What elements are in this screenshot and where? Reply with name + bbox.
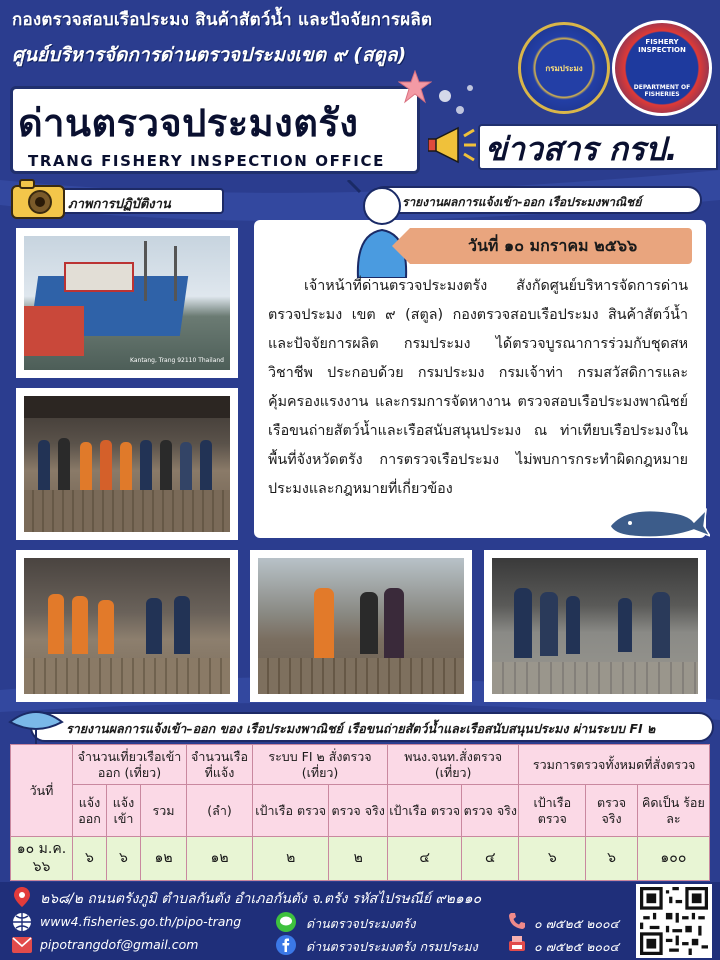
- cell-pnng-actual: ๔: [462, 837, 519, 881]
- photo-inspection-3: [492, 558, 698, 694]
- photo-inspection-2-frame: [250, 550, 472, 702]
- footer-fax[interactable]: ๐ ๗๕๒๕ ๒๐๐๔: [534, 939, 620, 954]
- photo-stamp: Kantang, Trang 92110 Thailand: [130, 356, 224, 364]
- fi-logo-text-top: FISHERY INSPECTION: [638, 38, 686, 54]
- news-title: ข่าวสาร กรป.: [485, 130, 678, 168]
- header-center: ศูนย์บริหารจัดการด่านตรวจประมงเขต ๙ (สตูล): [12, 44, 407, 66]
- header-pnng: พนง.จนท.สั่งตรวจ (เที่ยว): [387, 745, 518, 785]
- report-tab: รายงานผลการแจ้งเข้า-ออก เรือประมงพาณิชย์: [370, 186, 702, 214]
- cell-sum: ๑๒: [141, 837, 187, 881]
- article-body: เจ้าหน้าที่ด่านตรวจประมงตรัง สังกัดศูนย์บริหารจัดการด่านตรวจประมง เขต ๙ (สตูล) กองตรวจสอบเรือประมง สินค้าสัตว์น้ำ และปัจจัยการผลิต กรมประมง ได้ตรวจบูรณาการร่วมกับชุดสหวิชาชีพ ประกอบด้วย กรมประมง กรมเจ้าท่า กรมสวัสดิการและคุ้มครองแรงงาน และกรมการจัดหางาน ตรวจสอบเรือประมงพาณิชย์ เรือขนถ่ายสัตว์น้ำและเรือสนับสนุนประมง ณ ท่าเทียบเรือประมงในพื้นที่จังหวัดตรัง การตรวจเรือประมง ไม่พบการกระทำผิดกฎหมายประมงและกฎหมายที่เกี่ยวข้อง: [268, 278, 688, 497]
- header-fi2: ระบบ FI ๒ สั่งตรวจ (เที่ยว): [253, 745, 388, 785]
- facebook-icon: [276, 935, 296, 955]
- subheader-total-actual: ตรวจ จริง: [586, 785, 637, 837]
- cell-in: ๖: [107, 837, 141, 881]
- footer-website[interactable]: www4.fisheries.go.th/pipo-trang: [40, 914, 242, 929]
- table-row: [11, 837, 710, 881]
- fax-icon: [508, 935, 526, 953]
- stingray-icon: [6, 702, 66, 746]
- fi-logo-text-bottom: DEPARTMENT OF FISHERIES: [633, 84, 691, 98]
- whale-icon: [606, 496, 710, 540]
- starfish-icon: [398, 70, 432, 104]
- location-pin-icon: [14, 887, 30, 907]
- header-department: กองตรวจสอบเรือประมง สินค้าสัตว์น้ำ และปัจจัยการผลิต: [12, 10, 433, 30]
- article-date: วันที่ ๑๐ มกราคม ๒๕๖๖: [410, 228, 692, 264]
- fisheries-inspection-logo: [612, 20, 712, 116]
- photo-fishing-boat: [24, 236, 230, 370]
- camera-icon: [8, 178, 68, 220]
- cell-fi2-target: ๒: [253, 837, 329, 881]
- dof-logo: [518, 22, 610, 114]
- report-table: [10, 744, 710, 881]
- subheader-pnng-target: เป้าเรือ ตรวจ: [387, 785, 461, 837]
- subheader-percent: คิดเป็น ร้อยละ: [637, 785, 709, 837]
- email-icon: [12, 937, 32, 953]
- table-title: รายงานผลการแจ้งเข้า–ออก ของ เรือประมงพาณิชย์ เรือขนถ่ายสัตว์น้ำและเรือสนับสนุนประมง ผ่านระบบ FI ๒: [30, 712, 714, 742]
- megaphone-icon: [428, 122, 480, 168]
- header-total: รวมการตรวจทั้งหมดที่สั่งตรวจ: [519, 745, 710, 785]
- activities-tab: ภาพการปฏิบัติงาน: [42, 188, 224, 214]
- cell-boats: ๑๒: [187, 837, 253, 881]
- photo-group-frame: [16, 388, 238, 540]
- subheader-fi2-target: เป้าเรือ ตรวจ: [253, 785, 329, 837]
- subheader-out: แจ้ง ออก: [73, 785, 107, 837]
- photo-inspection-2: [258, 558, 464, 694]
- cell-date: ๑๐ ม.ค. ๖๖: [11, 837, 73, 881]
- office-title: ด่านตรวจประมงตรัง: [18, 101, 359, 145]
- cell-fi2-actual: ๒: [329, 837, 388, 881]
- photo-inspection-3-frame: [484, 550, 706, 702]
- header-date: วันที่: [11, 745, 73, 837]
- subheader-sum: รวม: [141, 785, 187, 837]
- footer-phone[interactable]: ๐ ๗๕๒๕ ๒๐๐๔: [534, 916, 620, 931]
- cell-total-target: ๖: [519, 837, 586, 881]
- office-subtitle: TRANG FISHERY INSPECTION OFFICE: [28, 152, 385, 170]
- phone-icon: [508, 912, 526, 930]
- line-app-icon: [276, 912, 296, 932]
- cell-percent: ๑๐๐: [637, 837, 709, 881]
- cell-pnng-target: ๔: [387, 837, 461, 881]
- subheader-unit: (ลำ): [187, 785, 253, 837]
- footer-address: ๒๖๘/๒ ถนนตรังภูมิ ตำบลกันตัง อำเภอกันตัง จ.ตรัง รหัสไปรษณีย์ ๙๒๑๑๐: [40, 891, 482, 907]
- photo-inspection-1-frame: [16, 550, 238, 702]
- cell-total-actual: ๖: [586, 837, 637, 881]
- subheader-in: แจ้ง เข้า: [107, 785, 141, 837]
- header-trips: จำนวนเที่ยวเรือเข้าออก (เที่ยว): [73, 745, 187, 785]
- qr-code[interactable]: [636, 884, 712, 958]
- photo-team-group: [24, 396, 230, 532]
- photo-boat-frame: [16, 228, 238, 378]
- footer-facebook[interactable]: ด่านตรวจประมงตรัง กรมประมง: [306, 939, 478, 954]
- footer-email[interactable]: pipotrangdof@gmail.com: [40, 937, 199, 952]
- subheader-total-target: เป้าเรือ ตรวจ: [519, 785, 586, 837]
- qr-code-icon: [639, 887, 709, 955]
- subheader-fi2-actual: ตรวจ จริง: [329, 785, 388, 837]
- globe-icon: [12, 912, 32, 932]
- subheader-pnng-actual: ตรวจ จริง: [462, 785, 519, 837]
- header-boats: จำนวนเรือ ที่แจ้ง: [187, 745, 253, 785]
- dof-logo-text: กรมประมง: [545, 63, 583, 73]
- footer-line[interactable]: ด่านตรวจประมงตรัง: [306, 916, 416, 931]
- photo-inspection-1: [24, 558, 230, 694]
- cell-out: ๖: [73, 837, 107, 881]
